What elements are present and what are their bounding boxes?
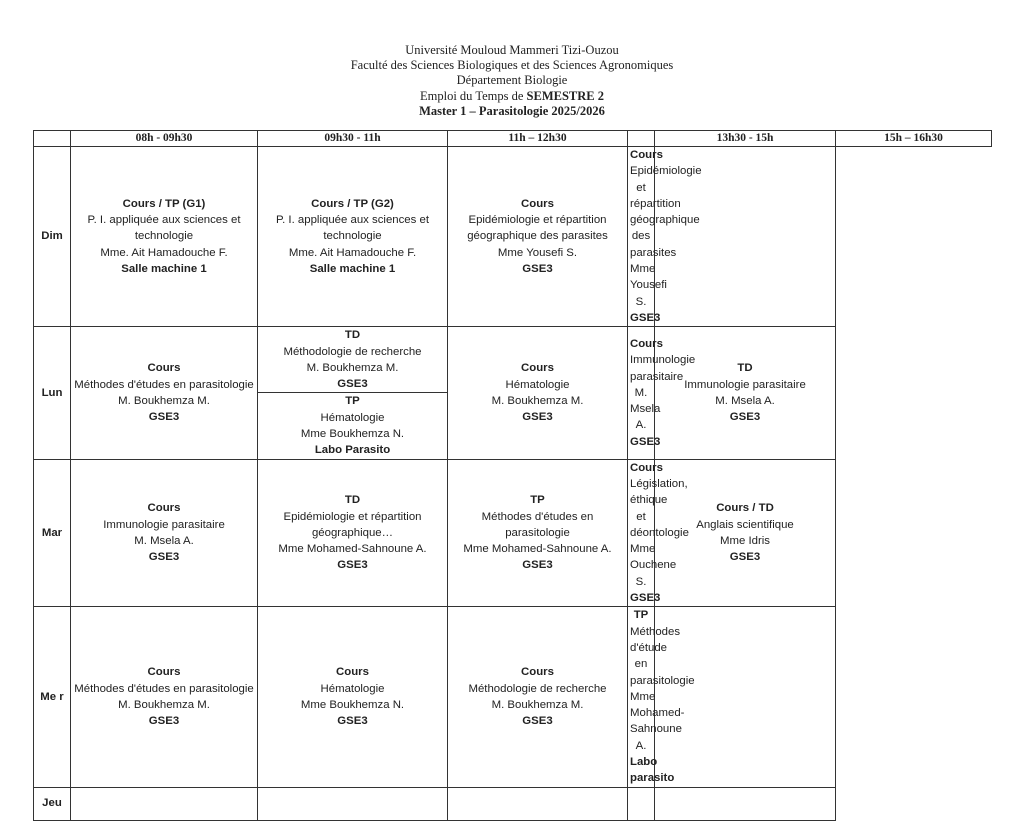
session-teacher: M. Boukhemza M. bbox=[491, 698, 584, 711]
session-room: Labo parasito bbox=[630, 755, 675, 785]
session-type: Cours bbox=[147, 362, 181, 375]
session-type: TD bbox=[344, 494, 361, 507]
empty-cell bbox=[628, 787, 655, 820]
session-teacher: Mme Idris bbox=[720, 534, 770, 547]
schedule-title bbox=[0, 89, 1024, 104]
slot-header: 13h30 - 15h bbox=[655, 131, 836, 147]
session-room: GSE3 bbox=[148, 411, 180, 424]
session-subject: Immunologie parasitaire bbox=[684, 378, 806, 391]
session-cell bbox=[71, 607, 258, 787]
university-name: Université Mouloud Mammeri Tizi-Ouzou bbox=[405, 43, 619, 57]
session-type: Cours / TP (G2) bbox=[311, 197, 394, 210]
session-cell bbox=[448, 147, 628, 327]
lunch-break-column bbox=[628, 131, 655, 147]
session-room: GSE3 bbox=[630, 592, 661, 605]
session-teacher: Mme Mohamed-Sahnoune A. bbox=[278, 543, 427, 556]
session-room: GSE3 bbox=[148, 551, 180, 564]
session-subject: Méthodes d'études en parasitologie bbox=[74, 378, 254, 391]
session-subject: Epidémiologie et répartition géographique des parasites bbox=[630, 165, 702, 259]
session-type: TP bbox=[633, 609, 649, 622]
department-name: Département Biologie bbox=[456, 73, 568, 88]
day-row-jeu bbox=[34, 787, 992, 820]
session-type: TD bbox=[737, 362, 753, 375]
session-room: GSE3 bbox=[337, 378, 368, 391]
session-cell bbox=[258, 393, 448, 459]
session-type: Cours bbox=[630, 149, 663, 161]
session-room: GSE3 bbox=[522, 715, 553, 728]
day-row-lun bbox=[34, 327, 992, 393]
session-subject: Hématologie bbox=[320, 411, 385, 424]
session-subject: Méthodes d'étude en parasitologie bbox=[630, 625, 695, 687]
day-label: Mar bbox=[34, 459, 71, 607]
session-type: Cours bbox=[521, 362, 554, 375]
session-teacher: M. Msela A. bbox=[630, 386, 661, 432]
session-cell bbox=[258, 607, 448, 787]
session-subject: Méthodes d'études en parasitologie bbox=[74, 682, 254, 695]
session-cell bbox=[628, 147, 702, 327]
session-teacher: M. Boukhemza M. bbox=[306, 361, 399, 374]
session-room: Labo Parasito bbox=[314, 444, 391, 457]
session-cell bbox=[628, 327, 696, 459]
session-room: GSE3 bbox=[630, 435, 661, 448]
slot-header: 11h – 12h30 bbox=[448, 131, 628, 147]
empty-cell bbox=[655, 607, 836, 787]
document-header bbox=[0, 43, 1024, 119]
session-cell bbox=[448, 327, 628, 459]
empty-cell bbox=[448, 787, 628, 820]
empty-cell bbox=[655, 787, 836, 820]
slot-header: 09h30 - 11h bbox=[258, 131, 448, 147]
session-room: GSE3 bbox=[522, 263, 553, 276]
session-subject: Hématologie bbox=[505, 378, 570, 391]
day-label: Lun bbox=[34, 327, 71, 459]
day-label: Me r bbox=[34, 607, 71, 787]
session-cell bbox=[628, 459, 689, 607]
session-type: Cours bbox=[630, 337, 663, 350]
session-room: GSE3 bbox=[148, 715, 180, 728]
session-room: GSE3 bbox=[630, 311, 661, 324]
timetable-header-row bbox=[34, 131, 992, 147]
day-label: Dim bbox=[34, 147, 71, 327]
session-type: TD bbox=[344, 329, 361, 342]
session-cell bbox=[71, 327, 258, 459]
session-teacher: M. Msela A. bbox=[134, 534, 194, 547]
session-cell bbox=[448, 459, 628, 607]
session-cell bbox=[448, 607, 628, 787]
session-room: GSE3 bbox=[522, 411, 553, 424]
session-teacher: Mme Ouchene S. bbox=[630, 543, 677, 588]
empty-cell bbox=[258, 787, 448, 820]
slot-header: 08h - 09h30 bbox=[71, 131, 258, 147]
session-room: GSE3 bbox=[522, 559, 553, 572]
session-teacher: Mme Boukhemza N. bbox=[300, 698, 405, 711]
session-subject: P. I. appliquée aux sciences et technologie bbox=[275, 214, 430, 243]
session-cell bbox=[258, 459, 448, 607]
session-type: Cours bbox=[521, 197, 554, 210]
session-teacher: Mme. Ait Hamadouche F. bbox=[288, 246, 417, 259]
session-teacher: M. Boukhemza M. bbox=[118, 698, 210, 711]
session-type: Cours bbox=[521, 666, 554, 679]
session-cell bbox=[258, 327, 448, 393]
empty-cell bbox=[71, 787, 258, 820]
session-subject: Hématologie bbox=[320, 682, 385, 695]
session-type: Cours / TP (G1) bbox=[122, 197, 206, 210]
session-subject: Méthodologie de recherche bbox=[283, 345, 422, 358]
session-cell bbox=[258, 147, 448, 327]
session-type: Cours bbox=[336, 666, 369, 679]
session-cell bbox=[655, 327, 836, 459]
day-row-dim bbox=[34, 147, 992, 327]
session-subject: Méthodes d'études en parasitologie bbox=[481, 510, 594, 539]
session-type: Cours bbox=[630, 461, 663, 474]
program-label: Master 1 – Parasitologie 2025/2026 bbox=[419, 103, 605, 118]
session-type: Cours bbox=[147, 502, 181, 515]
session-teacher: M. Boukhemza M. bbox=[491, 394, 584, 407]
session-teacher: M. Boukhemza M. bbox=[118, 394, 210, 407]
session-room: GSE3 bbox=[337, 715, 368, 728]
session-subject: Epidémiologie et répartition géographique des parasites bbox=[467, 214, 608, 243]
session-room: Salle machine 1 bbox=[121, 263, 207, 276]
day-row-mer bbox=[34, 607, 992, 787]
session-subject: Anglais scientifique bbox=[696, 518, 794, 531]
day-row-mar bbox=[34, 459, 992, 607]
session-type: TP bbox=[345, 395, 360, 408]
timetable bbox=[33, 130, 992, 821]
session-type: Cours / TD bbox=[716, 502, 774, 515]
faculty-name: Faculté des Sciences Biologiques et des Sciences Agronomiques bbox=[350, 58, 674, 73]
semester-label: SEMESTRE 2 bbox=[526, 88, 604, 103]
session-subject: Méthodologie de recherche bbox=[468, 682, 607, 695]
session-cell bbox=[71, 147, 258, 327]
session-subject: Epidémiologie et répartition géographique… bbox=[283, 510, 422, 539]
session-cell bbox=[71, 459, 258, 607]
session-room: GSE3 bbox=[337, 559, 368, 572]
session-teacher: Mme Boukhemza N. bbox=[300, 428, 405, 441]
session-teacher: M. Msela A. bbox=[715, 394, 775, 407]
session-subject: Immunologie parasitaire bbox=[103, 518, 225, 531]
session-subject: Législation, éthique et déontologie bbox=[630, 477, 689, 539]
session-cell bbox=[628, 607, 695, 787]
session-type: Cours bbox=[147, 666, 181, 679]
session-teacher: Mme Mohamed-Sahnoune A. bbox=[463, 543, 612, 556]
session-teacher: Mme. Ait Hamadouche F. bbox=[100, 246, 228, 259]
schedule-title-prefix: Emploi du Temps de bbox=[420, 88, 524, 103]
session-room: GSE3 bbox=[729, 411, 761, 424]
session-teacher: Mme Yousefi S. bbox=[630, 263, 667, 308]
session-subject: Immunologie parasitaire bbox=[630, 354, 696, 383]
session-type: TP bbox=[530, 494, 545, 507]
session-room: GSE3 bbox=[729, 551, 761, 564]
slot-header: 15h – 16h30 bbox=[836, 131, 992, 147]
session-room: Salle machine 1 bbox=[309, 263, 396, 276]
session-teacher: Mme Mohamed-Sahnoune A. bbox=[630, 690, 685, 752]
day-label: Jeu bbox=[34, 787, 71, 820]
session-subject: P. I. appliquée aux sciences et technologie bbox=[87, 214, 241, 243]
session-teacher: Mme Yousefi S. bbox=[497, 246, 578, 259]
corner-cell bbox=[34, 131, 71, 147]
